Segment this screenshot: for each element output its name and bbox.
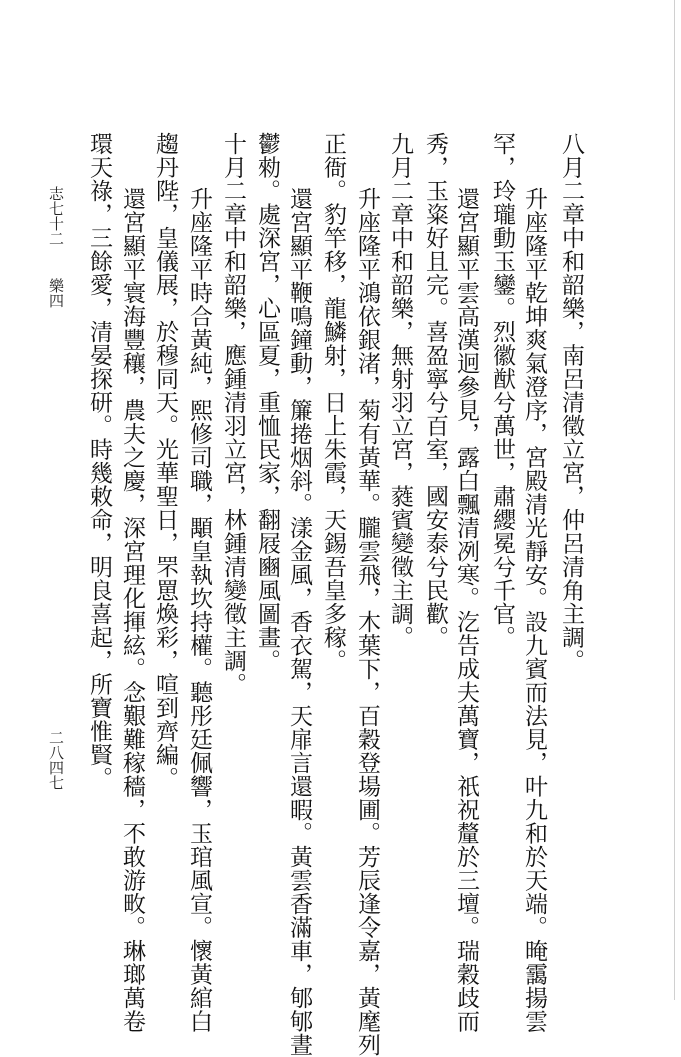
- column-11: [218, 132, 248, 696]
- column-15: [84, 132, 114, 790]
- melody-label: 升座隆平: [521, 187, 547, 281]
- column-text: 雲高漢迥參見，露白飄清冽寒。汔告成夫萬寶，祇祝釐於三壇。瑞穀歧而: [453, 281, 479, 1033]
- column-1: [556, 132, 586, 673]
- column-2: [519, 187, 549, 1033]
- column-text: 環天祿，三餘愛，清晏探研。時幾敕命，明良喜起，所寶惟賢。: [86, 132, 112, 790]
- column-text: 中和韶樂，應鍾清羽立宮，林鍾清變徵主調。: [220, 226, 246, 696]
- column-7: [352, 187, 382, 1057]
- column-10: [252, 132, 282, 673]
- column-text: 寰海豐穰，農夫之慶，深宮理化揮絃。念艱難稼穡，不敢游畋。琳瑯萬卷: [119, 281, 145, 1033]
- column-14: [117, 187, 147, 1033]
- melody-label: 還宮顯平: [286, 187, 312, 281]
- column-13: [150, 132, 180, 790]
- column-text: 中和韶樂，南呂清徵立宮，仲呂清角主調。: [558, 226, 584, 673]
- column-text: 正衙。豹竿移，龍鱗射，日上朱霞，天錫吾皇多稼。: [320, 132, 346, 673]
- section-heading: 九月二章: [387, 132, 413, 226]
- melody-label: 還宮顯平: [453, 187, 479, 281]
- column-9: [284, 187, 314, 1057]
- column-text: 鬱勑。處深宮，心區夏，重恤民家，翻屐豳風圖畫。: [254, 132, 280, 673]
- column-5: [420, 132, 450, 649]
- section-heading: 十月二章: [220, 132, 246, 226]
- running-head-volume: 志七十二: [47, 186, 65, 246]
- running-head-section: 樂四: [47, 278, 65, 308]
- column-text: 趨丹陛，皇儀展，於穆同天。光華聖日，罘罳煥彩，喧到齊編。: [152, 132, 178, 790]
- column-text: 乾坤爽氣澄序，宮殿清光靜安。設九賓而法見，叶九和於天端。晻靄揚雲: [521, 281, 547, 1033]
- melody-label: 升座隆平: [186, 187, 212, 281]
- column-text: 秀，玉粢好且完。喜盈寧兮百室，國安泰兮民歡。: [422, 132, 448, 649]
- column-text: 中和韶樂，無射羽立宮，蕤賓變徵主調。: [387, 226, 413, 649]
- column-text: 時合黃純，熙修司職，顒皇執坎持權。聽彤廷佩響，玉琯風宣。懷黃綰白: [186, 281, 212, 1033]
- column-3: [487, 132, 517, 649]
- page-edge-rule: [674, 0, 675, 1000]
- melody-label: 升座隆平: [354, 187, 380, 281]
- column-text: 罕，玲瓏動玉鑾。烈徽猷兮萬世，肅纓冕兮千官。: [489, 132, 515, 649]
- column-4: [451, 187, 481, 1033]
- melody-label: 還宮顯平: [119, 187, 145, 281]
- column-text: 鞭鳴鐘動，簾捲烟斜。漾金風，香衣駕，天扉言還暇。黃雲香滿車，郇郇晝: [286, 281, 312, 1057]
- column-6: [385, 132, 415, 649]
- column-12: [184, 187, 214, 1033]
- column-8: [318, 132, 348, 673]
- page-number: 二八四七: [47, 730, 65, 790]
- section-heading: 八月二章: [558, 132, 584, 226]
- column-text: 鴻依銀渚，菊有黃華。朧雲飛，木葉下，百穀登場圃。芳辰逢令嘉，黃麾列: [354, 281, 380, 1057]
